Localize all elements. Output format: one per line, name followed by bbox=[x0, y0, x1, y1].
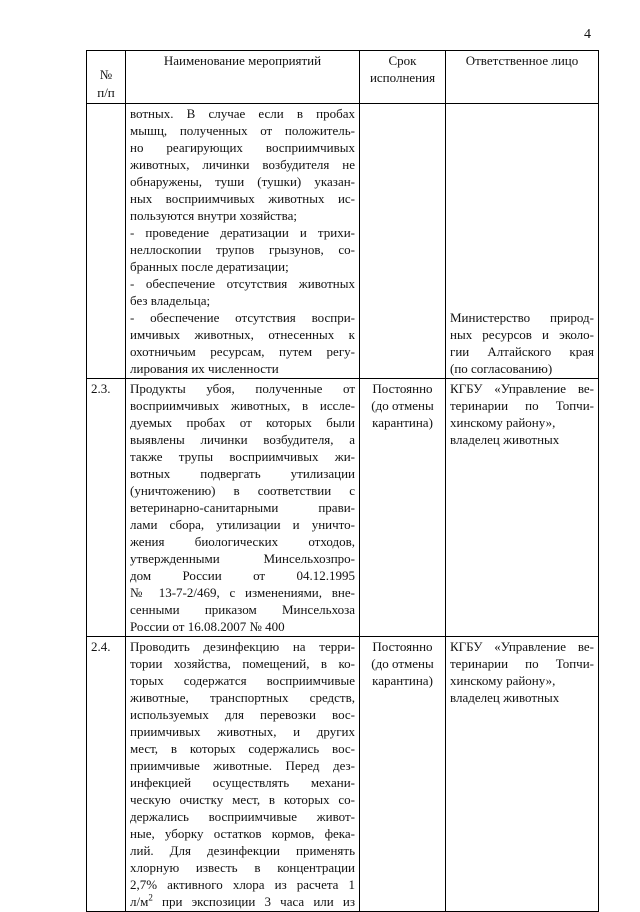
row-number: 2.3. bbox=[87, 379, 126, 637]
text-line: Постоянно bbox=[372, 639, 433, 654]
text-line: торых содержатся восприимчивые bbox=[130, 673, 355, 688]
row-responsible bbox=[446, 104, 599, 379]
row-measure-text bbox=[126, 379, 360, 637]
text-line: ческую очистку мест, в которых со- bbox=[130, 792, 355, 807]
header-responsible: Ответственное лицо bbox=[446, 51, 599, 104]
text-line: дуемых пробах от которых были bbox=[130, 415, 355, 430]
text-line: также трупы восприимчивых жи- bbox=[130, 449, 355, 464]
text-line: № 13-7-2/469, с изменениями, вне- bbox=[130, 585, 355, 600]
text-fragment: при экспозиции 3 часа или из bbox=[152, 894, 355, 909]
text-line: держались восприимчивые живот- bbox=[130, 809, 355, 824]
text-line: обнаружены, туши (тушки) указан- bbox=[130, 174, 355, 189]
row-deadline bbox=[360, 637, 446, 912]
text-line: ветеринарно-санитарными прави- bbox=[130, 500, 355, 515]
text-line: сенными приказом Минсельхоза bbox=[130, 602, 355, 617]
text-line: (по согласованию) bbox=[450, 361, 553, 376]
text-line: приимчивых животных, и других bbox=[130, 724, 355, 739]
header-number-line-2: п/п bbox=[97, 85, 115, 100]
table-row bbox=[87, 637, 599, 912]
header-deadline-line-1: Срок bbox=[388, 53, 417, 68]
text-line: владелец животных bbox=[450, 690, 560, 705]
text-line: без владельца; bbox=[130, 293, 211, 308]
row-responsible bbox=[446, 379, 599, 637]
table-row bbox=[87, 379, 599, 637]
text-line: - обеспечение отсутствия воспри- bbox=[130, 310, 355, 325]
text-line: имчивых животных, отнесенных к bbox=[130, 327, 355, 342]
text-line: вотных подвергать утилизации bbox=[130, 466, 355, 481]
text-line: используемых для перевозки вос- bbox=[130, 707, 355, 722]
row-measure-text bbox=[126, 637, 360, 912]
text-line: Постоянно bbox=[372, 381, 433, 396]
text-line bbox=[130, 893, 355, 910]
text-fragment: л/м bbox=[130, 894, 149, 909]
text-line: теринарии по Топчи- bbox=[450, 656, 594, 671]
text-line: (уничтожению) в соответствии с bbox=[130, 483, 355, 498]
text-line: хинскому району», bbox=[450, 673, 556, 688]
text-line: КГБУ «Управление ве- bbox=[450, 381, 594, 396]
text-line: тории хозяйства, помещений, в ко- bbox=[130, 656, 355, 671]
text-line: карантина) bbox=[372, 673, 433, 688]
superscript-2: 2 bbox=[148, 893, 153, 903]
text-line: карантина) bbox=[372, 415, 433, 430]
row-deadline bbox=[360, 379, 446, 637]
text-line: теринарии по Топчи- bbox=[450, 398, 594, 413]
text-line: ных ресурсов и эколо- bbox=[450, 327, 594, 342]
text-line: 2,7% активного хлора из расчета 1 bbox=[130, 877, 355, 892]
text-line: лирования их численности bbox=[130, 361, 279, 376]
text-line: жения биологических отходов, bbox=[130, 534, 355, 549]
text-line: дом России от 04.12.1995 bbox=[130, 568, 355, 583]
header-deadline-line-2: исполнения bbox=[369, 70, 436, 85]
text-line: бранных после дератизации; bbox=[130, 259, 289, 274]
text-line: утвержденными Минсельхозпро- bbox=[130, 551, 355, 566]
table-row bbox=[87, 104, 599, 379]
text-line: (до отмены bbox=[371, 398, 434, 413]
row-responsible bbox=[446, 637, 599, 912]
text-line: Проводить дезинфекцию на терри- bbox=[130, 639, 355, 654]
text-line: хинскому району», bbox=[450, 415, 556, 430]
text-line: восприимчивых животных, в иссле- bbox=[130, 398, 355, 413]
text-line: - проведение дератизации и трихи- bbox=[130, 225, 355, 240]
text-line: приимчивые животные. Перед дез- bbox=[130, 758, 355, 773]
text-line: но реагирующих восприимчивых bbox=[130, 140, 355, 155]
text-line: лий. Для дезинфекции применять bbox=[130, 843, 355, 858]
row-number bbox=[87, 104, 126, 379]
text-line: неллоскопии трупов грызунов, со- bbox=[130, 242, 355, 257]
text-line: мест, в которых содержались вос- bbox=[130, 741, 355, 756]
header-number-line-1: № bbox=[99, 67, 113, 82]
header-number bbox=[87, 51, 126, 104]
text-line: (до отмены bbox=[371, 656, 434, 671]
text-line: КГБУ «Управление ве- bbox=[450, 639, 594, 654]
text-line: владелец животных bbox=[450, 432, 560, 447]
page-number: 4 bbox=[584, 27, 591, 42]
text-line: ные, уборку остатков кормов, фека- bbox=[130, 826, 355, 841]
text-line: вотных. В случае если в пробах bbox=[130, 106, 355, 121]
text-line: выявлены личинки возбудителя, а bbox=[130, 432, 355, 447]
text-line: Продукты убоя, полученные от bbox=[130, 381, 355, 396]
row-measure-text bbox=[126, 104, 360, 379]
text-line: инфекцией осуществлять механи- bbox=[130, 775, 355, 790]
text-line: гии Алтайского края bbox=[450, 344, 594, 359]
text-line: мышц, полученных от положитель- bbox=[130, 123, 355, 138]
text-line: хлорную известь в концентрации bbox=[130, 860, 355, 875]
text-line: животные, транспортных средств, bbox=[130, 690, 355, 705]
row-deadline bbox=[360, 104, 446, 379]
header-deadline bbox=[360, 51, 446, 104]
text-line: ных восприимчивых животных ис- bbox=[130, 191, 355, 206]
text-line: охотничьим ресурсам, путем регу- bbox=[130, 344, 355, 359]
text-line: Министерство природ- bbox=[450, 310, 594, 325]
header-measure-name: Наименование мероприятий bbox=[126, 51, 360, 104]
measures-table bbox=[86, 50, 599, 912]
text-line: животных, личинки возбудителя не bbox=[130, 157, 355, 172]
text-line: пользуются внутри хозяйства; bbox=[130, 208, 297, 223]
text-line: лами сбора, утилизации и уничто- bbox=[130, 517, 355, 532]
table-header-row bbox=[87, 51, 599, 104]
text-line: России от 16.08.2007 № 400 bbox=[130, 619, 285, 634]
row-number: 2.4. bbox=[87, 637, 126, 912]
text-line: - обеспечение отсутствия животных bbox=[130, 276, 355, 291]
